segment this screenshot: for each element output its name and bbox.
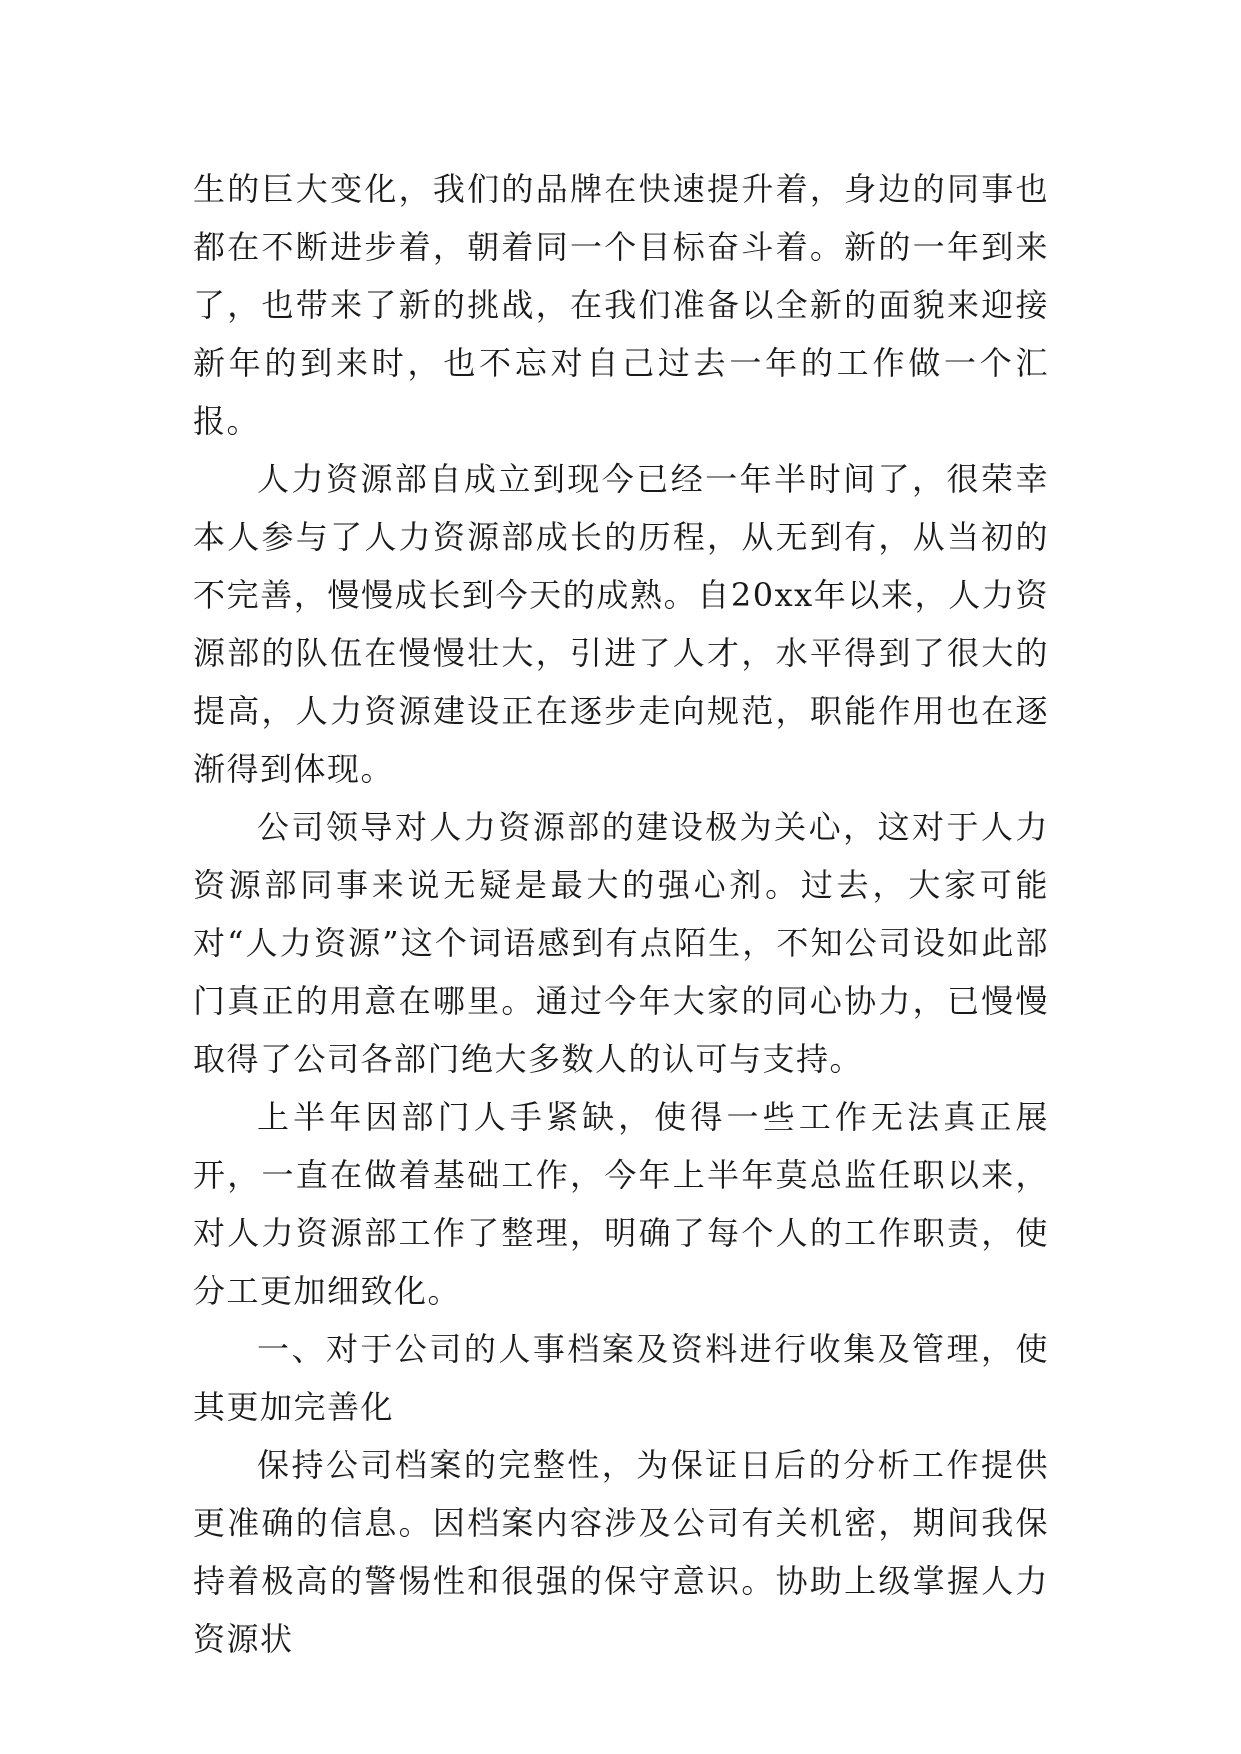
paragraph-1: 生的巨大变化，我们的品牌在快速提升着，身边的同事也都在不断进步着，朝着同一个目标奋斗着。新的一年到来了，也带来了新的挑战，在我们准备以全新的面貌来迎接新年的到来时，也不忘对自己过去一年的工作做一个汇报。: [193, 170, 1049, 440]
paragraph-2: 人力资源部自成立到现今已经一年半时间了，很荣幸本人参与了人力资源部成长的历程，从无到有，从当初的不完善，慢慢成长到今天的成熟。自20xx年以来，人力资源部的队伍在慢慢壮大，引进了人才，水平得到了很大的提高，人力资源建设正在逐步走向规范，职能作用也在逐渐得到体现。: [193, 460, 1049, 788]
paragraph-5: 保持公司档案的完整性，为保证日后的分析工作提供更准确的信息。因档案内容涉及公司有关机密，期间我保持着极高的警惕性和很强的保守意识。协助上级掌握人力资源状: [193, 1446, 1049, 1658]
section-heading-1: 一、对于公司的人事档案及资料进行收集及管理，使其更加完善化: [193, 1330, 1049, 1426]
paragraph-3: 公司领导对人力资源部的建设极为关心，这对于人力资源部同事来说无疑是最大的强心剂。过去，大家可能对“人力资源”这个词语感到有点陌生，不知公司设如此部门真正的用意在哪里。通过今年大家的同心协力，已慢慢取得了公司各部门绝大多数人的认可与支持。: [193, 808, 1049, 1078]
document-body: [193, 160, 1049, 1668]
paragraph-4: 上半年因部门人手紧缺，使得一些工作无法真正展开，一直在做着基础工作，今年上半年莫总监任职以来，对人力资源部工作了整理，明确了每个人的工作职责，使分工更加细致化。: [193, 1098, 1049, 1310]
